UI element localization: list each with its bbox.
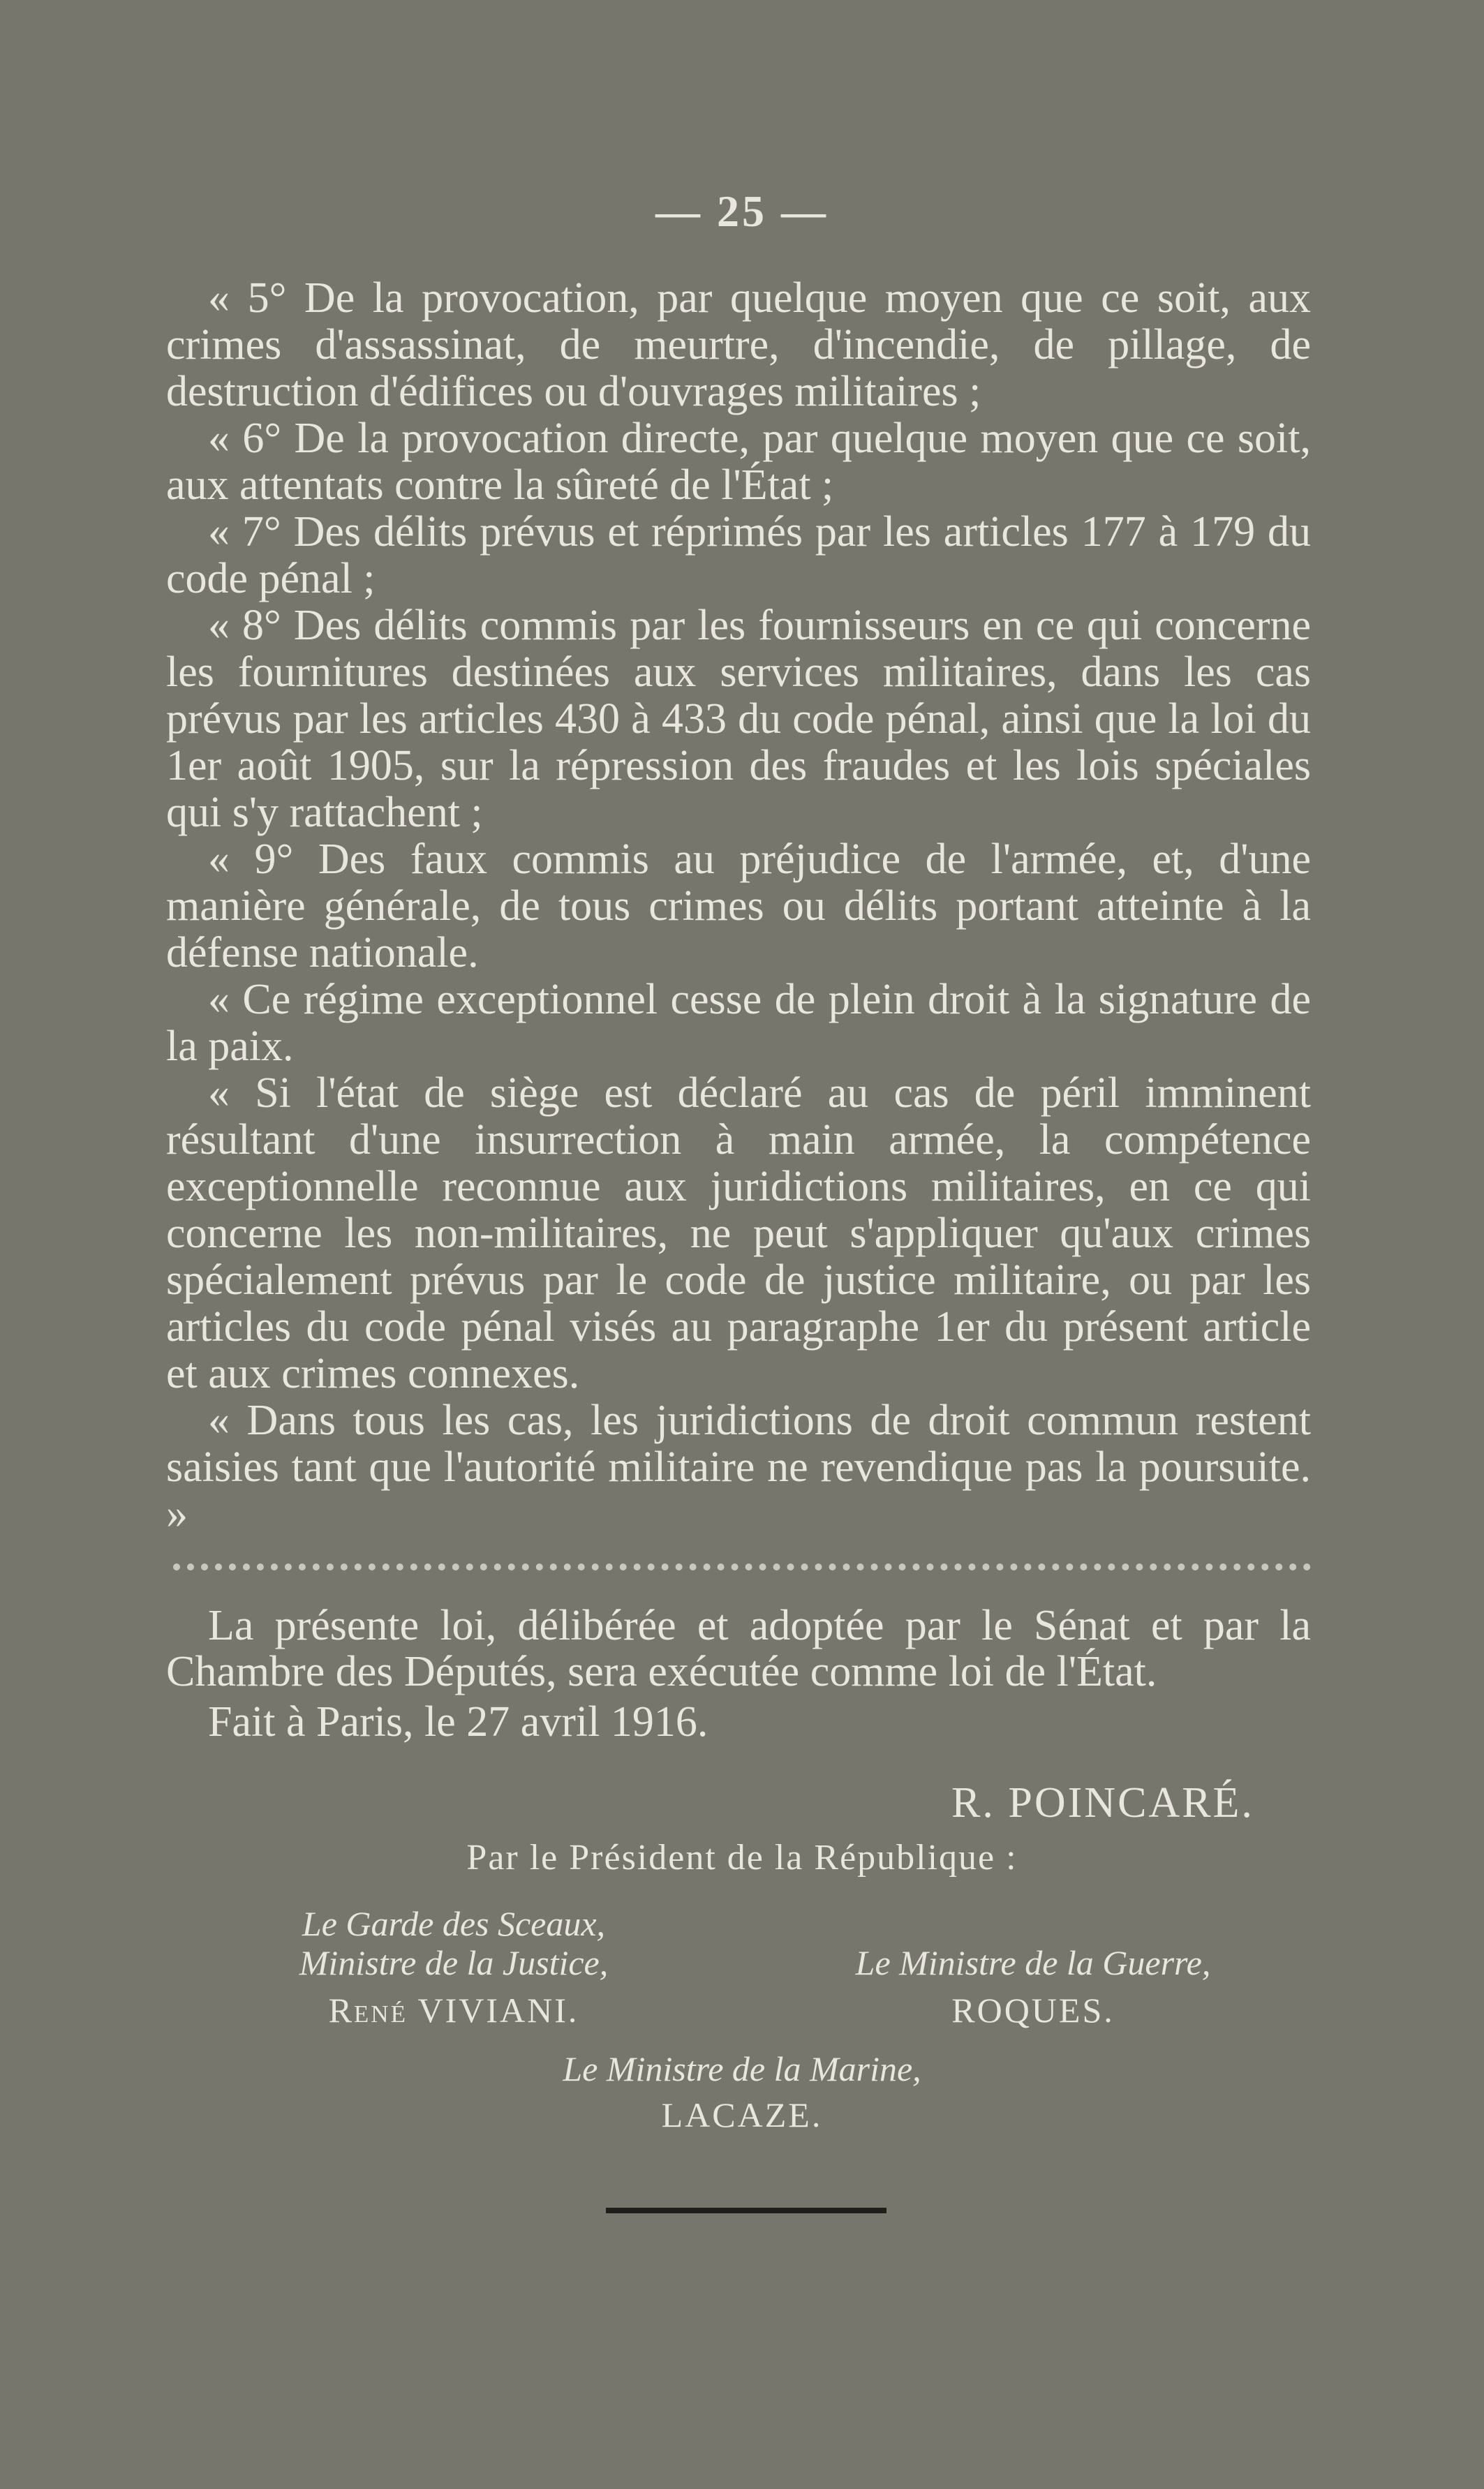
closing-rule: [606, 2208, 886, 2213]
minister-guerre-title: Le Ministre de la Guerre,: [855, 1943, 1211, 1982]
dotted-separator: [173, 1554, 1311, 1570]
date-line: Fait à Paris, le 27 avril 1916.: [208, 1698, 708, 1746]
minister-marine: [463, 2049, 1021, 2141]
minister-marine-name: LACAZE.: [661, 2095, 823, 2134]
paragraph-5: « 5° De la provocation, par quelque moyen que ce soit, aux crimes d'assassinat, de meurtre, d'incendie, de pillage, de destruction d'édifices ou d'ouvrages militaires ;: [166, 274, 1311, 415]
minister-justice-title-2: Ministre de la Justice,: [299, 1943, 609, 1982]
paragraph-9: « 9° Des faux commis au préjudice de l'armée, et, d'une manière générale, de tous crimes ou délits portant atteinte à la défense nationale.: [166, 835, 1311, 976]
closing-block: [166, 1603, 1311, 1745]
paragraph-7: « 7° Des délits prévus et réprimés par les articles 177 à 179 du code pénal ;: [166, 508, 1311, 602]
promulgation-text: La présente loi, délibérée et adoptée par le Sénat et par la Chambre des Députés, sera exécutée comme loi de l'État.: [166, 1602, 1311, 1695]
minister-guerre: [817, 1943, 1249, 2038]
minister-marine-title: Le Ministre de la Marine,: [563, 2049, 921, 2088]
minister-justice-title-1: Le Garde des Sceaux,: [302, 1904, 606, 1943]
par-le-president: Par le Président de la République :: [466, 1838, 1018, 1878]
paragraph-regime: « Ce régime exceptionnel cesse de plein droit à la signature de la paix.: [166, 976, 1311, 1070]
president-signature: R. POINCARÉ.: [951, 1779, 1254, 1827]
minister-guerre-name: ROQUES.: [951, 1991, 1115, 2030]
page-number: — 25 —: [655, 186, 829, 236]
minister-justice-name: René VIVIANI.: [328, 1991, 579, 2030]
paragraph-droit-commun: « Dans tous les cas, les juridictions de droit commun restent saisies tant que l'autorité militaire ne revendique pas la poursuite. »: [166, 1397, 1311, 1538]
paragraph-6: « 6° De la provocation directe, par quelque moyen que ce soit, aux attentats contre la sûreté de l'État ;: [166, 415, 1311, 509]
paragraph-siege: « Si l'état de siège est déclaré au cas de péril imminent résultant d'une insurrection à main armée, la compétence exceptionnelle reconnue aux juridictions militaires, en ce qui concerne les non-militaires, ne peut s'appliquer qu'aux crimes spécialement prévus par le code de justice militaire, ou par les articles du code pénal visés au paragraphe 1er du présent article et aux crimes connexes.: [166, 1069, 1311, 1397]
paragraph-8: « 8° Des délits commis par les fournisseurs en ce qui concerne les fournitures destinées aux services militaires, dans les cas prévus par les articles 430 à 433 du code pénal, ainsi que la loi du 1er août 1905, sur la répression des fraudes et les lois spéciales qui s'y rattachent ;: [166, 602, 1311, 836]
article-text: [166, 275, 1311, 1538]
minister-justice: [265, 1904, 642, 2038]
